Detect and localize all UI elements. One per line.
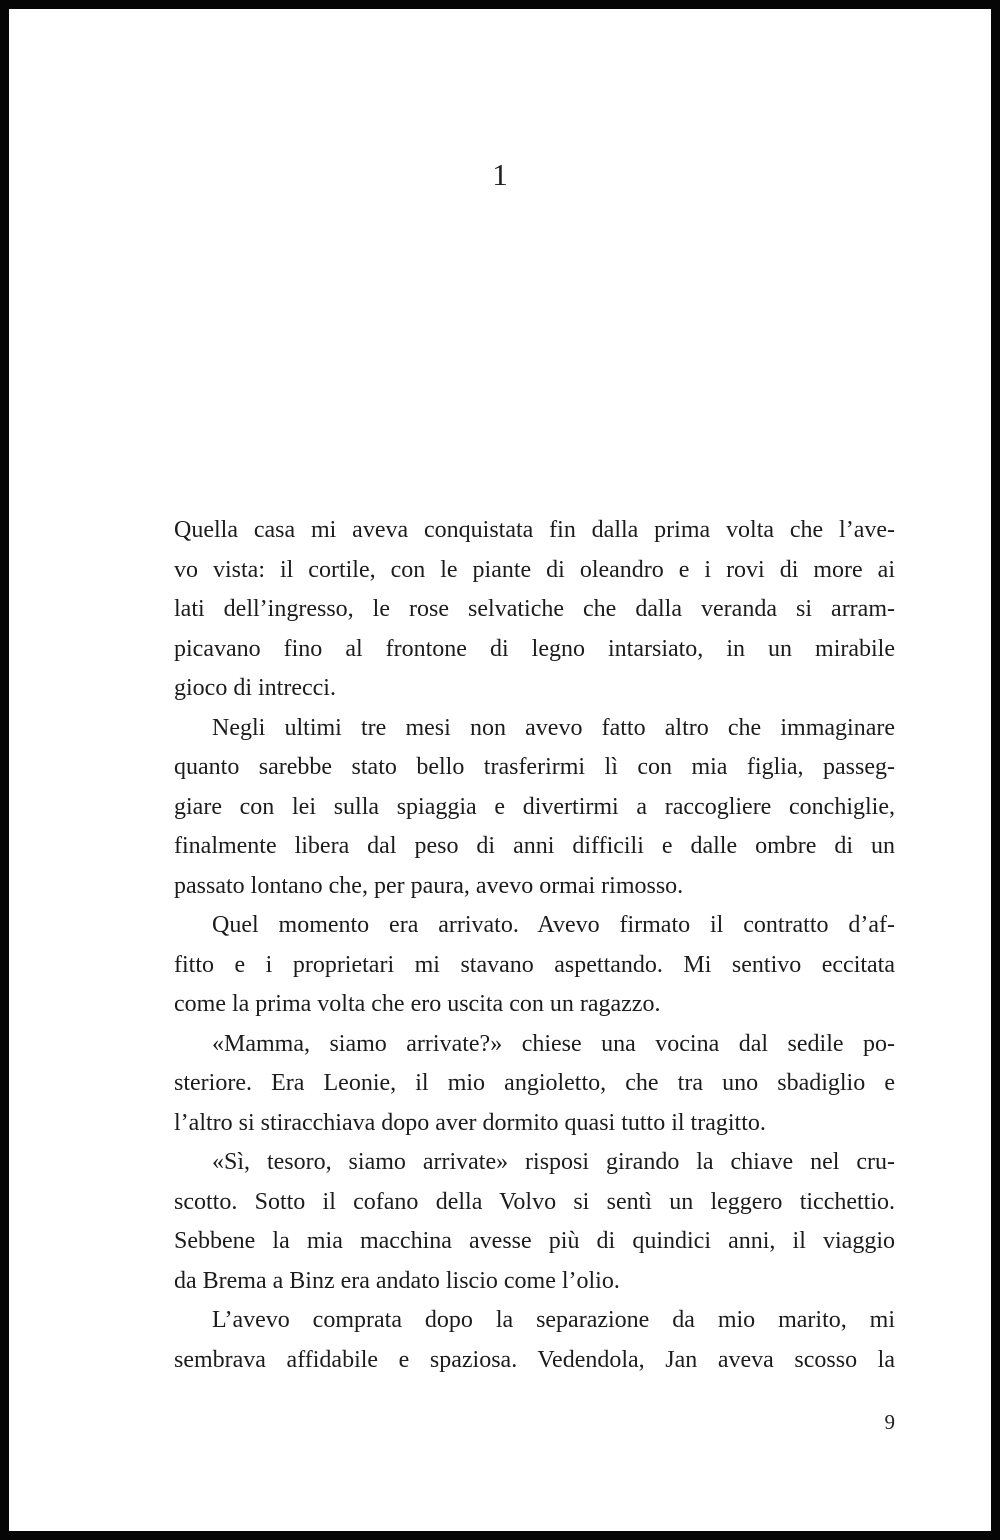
text-line: scotto. Sotto il cofano della Volvo si sentì un leggero ticchettio. — [174, 1188, 895, 1215]
text-line: lati dell’ingresso, le rose selvatiche che dalla veranda si arram- — [174, 596, 895, 622]
text-line: giare con lei sulla spiaggia e divertirmi a raccogliere conchiglie, — [174, 793, 895, 820]
text-line: picavano fino al frontone di legno intarsiato, in un mirabile — [174, 635, 895, 662]
text-line: «Mamma, siamo arrivate?» chiese una vocina dal sedile po- — [212, 1030, 895, 1057]
paragraph — [174, 1301, 895, 1380]
page-number: 9 — [884, 1410, 895, 1434]
text-line: vo vista: il cortile, con le piante di oleandro e i rovi di more ai — [174, 556, 895, 583]
paragraph — [174, 1143, 895, 1301]
text-line: quanto sarebbe stato bello trasferirmi lì con mia figlia, passeg- — [174, 754, 895, 780]
text-line: l’altro si stiracchiava dopo aver dormito quasi tutto il tragitto. — [174, 1109, 766, 1136]
text-line: Quel momento era arrivato. Avevo firmato il contratto d’af- — [212, 912, 895, 938]
text-line: passato lontano che, per paura, avevo ormai rimosso. — [174, 872, 684, 899]
text-line: da Brema a Binz era andato liscio come l’olio. — [174, 1267, 620, 1294]
text-line: sembrava affidabile e spaziosa. Vedendola, Jan aveva scosso la — [174, 1346, 895, 1373]
text-line: Quella casa mi aveva conquistata fin dalla prima volta che l’ave- — [174, 517, 895, 543]
text-line: gioco di intrecci. — [174, 675, 336, 701]
text-block — [174, 511, 895, 1380]
text-line: L’avevo comprata dopo la separazione da mio marito, mi — [212, 1307, 895, 1333]
text-line: «Sì, tesoro, siamo arrivate» risposi girando la chiave nel cru- — [212, 1149, 895, 1175]
text-line: finalmente libera dal peso di anni difficili e dalle ombre di un — [174, 833, 895, 859]
text-line: Negli ultimi tre mesi non avevo fatto altro che immaginare — [212, 714, 895, 741]
paragraph — [174, 906, 895, 1025]
chapter-number: 1 — [492, 157, 508, 192]
text-line: come la prima volta che ero uscita con un ragazzo. — [174, 991, 661, 1017]
paragraph — [174, 709, 895, 907]
paragraph — [174, 1025, 895, 1144]
paragraph — [174, 511, 895, 709]
text-line: fitto e i proprietari mi stavano aspettando. Mi sentivo eccitata — [174, 951, 895, 978]
text-line: steriore. Era Leonie, il mio angioletto, che tra uno sbadiglio e — [174, 1070, 895, 1096]
text-line: Sebbene la mia macchina avesse più di quindici anni, il viaggio — [174, 1228, 895, 1254]
